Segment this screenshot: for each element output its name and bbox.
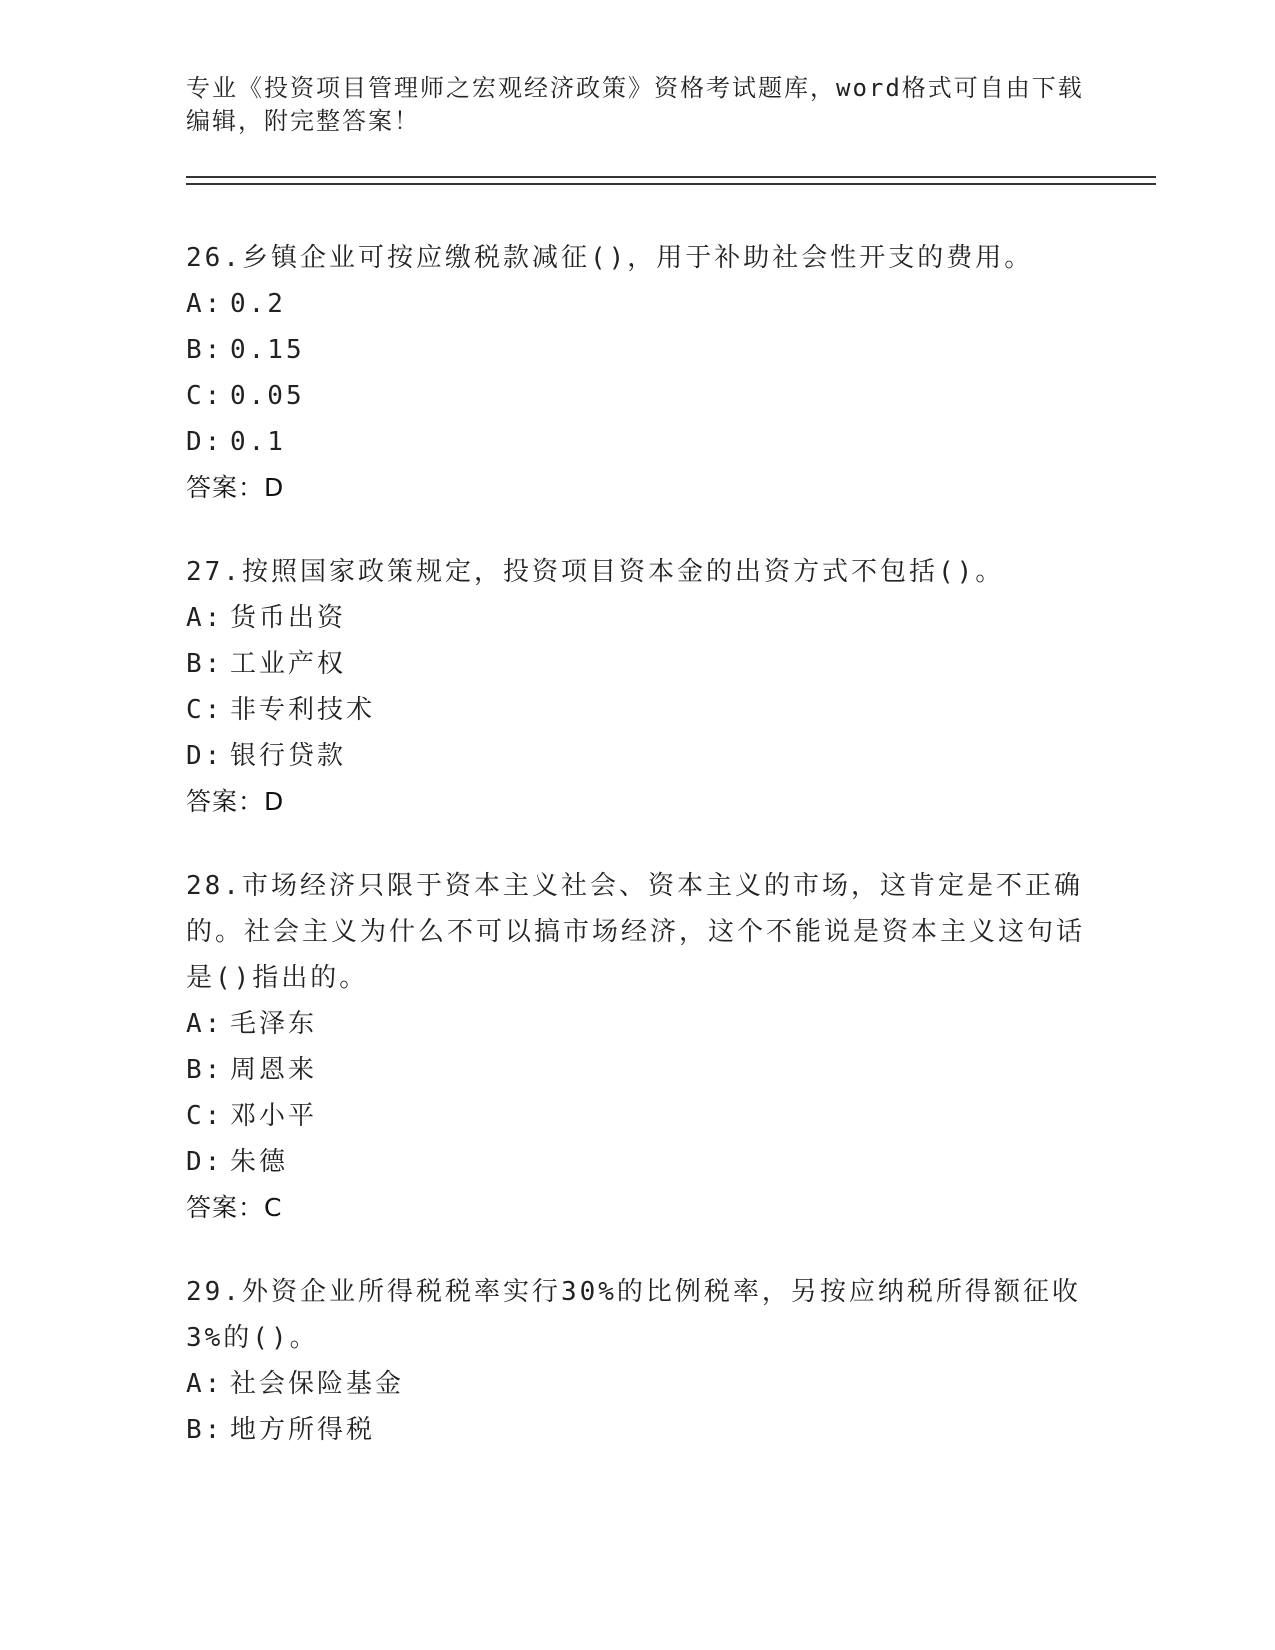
question-stem: 29.外资企业所得税税率实行30%的比例税率，另按应纳税所得额征收3%的()。 (186, 1277, 1081, 1353)
option-a (186, 595, 1086, 641)
option-b (186, 1407, 1086, 1453)
option-text: 非专利技术 (230, 695, 376, 725)
option-c (186, 373, 1086, 419)
option-letter: D: (186, 427, 224, 457)
question-27 (186, 549, 1086, 825)
option-c (186, 687, 1086, 733)
option-text: 0.2 (230, 289, 286, 319)
answer-line: 答案：D (186, 787, 285, 816)
option-text: 邓小平 (230, 1101, 318, 1131)
option-b (186, 641, 1086, 687)
option-d (186, 733, 1086, 779)
question-28 (186, 863, 1086, 1231)
option-a (186, 281, 1086, 327)
header-divider-top (186, 176, 1156, 178)
option-text: 货币出资 (230, 603, 347, 633)
option-text: 0.05 (230, 381, 305, 411)
option-text: 0.1 (230, 427, 286, 457)
option-b (186, 327, 1086, 373)
question-26 (186, 235, 1086, 511)
question-list (186, 235, 1086, 1491)
option-letter: B: (186, 1415, 224, 1445)
option-text: 工业产权 (230, 649, 347, 679)
option-letter: B: (186, 649, 224, 679)
option-text: 毛泽东 (230, 1009, 318, 1039)
option-text: 0.15 (230, 335, 305, 365)
question-stem: 28.市场经济只限于资本主义社会、资本主义的市场，这肯定是不正确的。社会主义为什么不可以搞市场经济，这个不能说是资本主义这句话是()指出的。 (186, 871, 1086, 993)
option-letter: A: (186, 289, 224, 319)
option-b (186, 1047, 1086, 1093)
option-letter: C: (186, 381, 224, 411)
option-d (186, 1139, 1086, 1185)
option-text: 银行贷款 (230, 741, 347, 771)
question-29 (186, 1269, 1086, 1453)
option-text: 社会保险基金 (230, 1369, 405, 1399)
option-letter: D: (186, 1147, 224, 1177)
option-text: 朱德 (230, 1147, 289, 1177)
question-stem: 26.乡镇企业可按应缴税款减征()，用于补助社会性开支的费用。 (186, 243, 1034, 273)
option-letter: B: (186, 1055, 224, 1085)
option-letter: C: (186, 1101, 224, 1131)
option-c (186, 1093, 1086, 1139)
option-letter: A: (186, 1369, 224, 1399)
option-d (186, 419, 1086, 465)
header-divider-bottom (186, 183, 1156, 185)
answer-line: 答案：D (186, 473, 285, 502)
document-header: 专业《投资项目管理师之宏观经济政策》资格考试题库，word格式可自由下载编辑，附完整答案！ (186, 74, 1084, 135)
option-a (186, 1361, 1086, 1407)
option-text: 周恩来 (230, 1055, 318, 1085)
answer-line: 答案：C (186, 1193, 283, 1222)
option-a (186, 1001, 1086, 1047)
option-letter: B: (186, 335, 224, 365)
option-letter: A: (186, 1009, 224, 1039)
question-stem: 27.按照国家政策规定，投资项目资本金的出资方式不包括()。 (186, 557, 1005, 587)
option-letter: D: (186, 741, 224, 771)
option-letter: A: (186, 603, 224, 633)
option-text: 地方所得税 (230, 1415, 376, 1445)
option-letter: C: (186, 695, 224, 725)
